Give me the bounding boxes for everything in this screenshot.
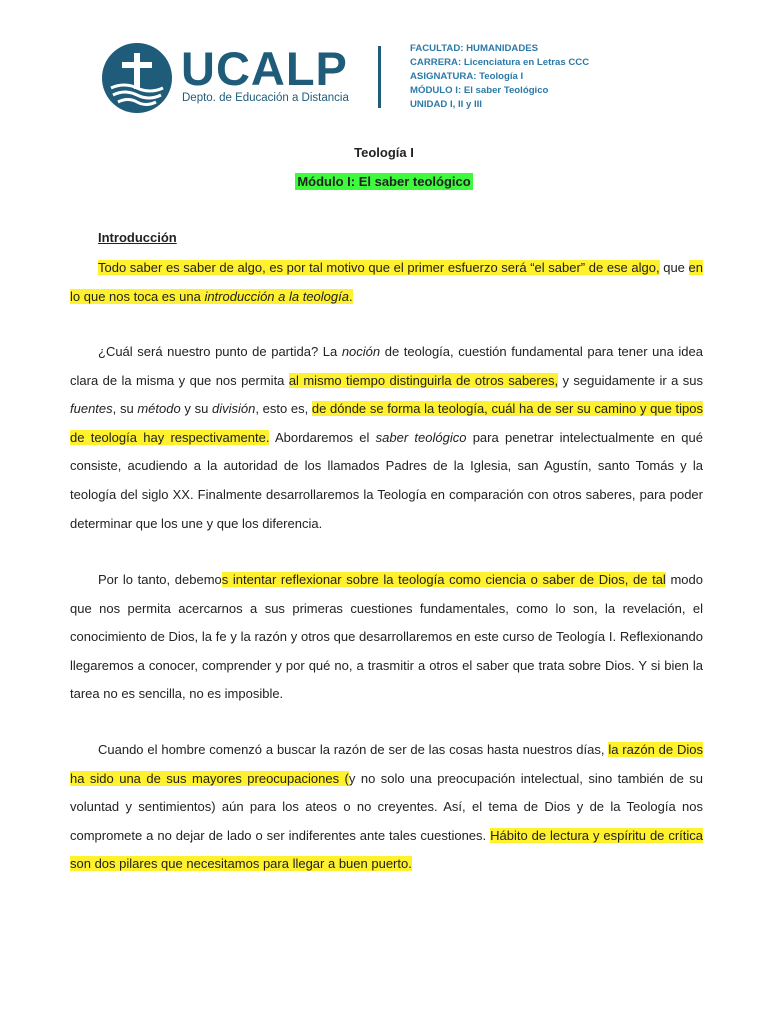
p1-highlight-a: Todo saber es saber de algo, es por tal motivo que el primer esfuerzo será “el saber” de ese algo, [98, 260, 660, 275]
p2-text-i: y su [180, 401, 212, 417]
p1-highlight-c: en lo que nos toca es una [70, 260, 703, 304]
p4-text-a: Cuando el hombre comenzó a buscar la razón de ser de las cosas hasta nuestros días, [98, 742, 609, 757]
ucalp-logo [101, 42, 351, 114]
p1-highlight-e: . [348, 288, 353, 304]
p2-text-o: para penetrar intelectualmente en qué consiste, acudiendo a la autoridad de los llamados Padres de la Iglesia, san Agustín, santo Tomás y la teología del siglo XX. Finalmente desarrollaremos la Teología en comparación con otros saberes, para poder determinar que los une y que los diferencia. [70, 429, 703, 531]
p2-text-k: , esto es, [255, 401, 312, 417]
logo-wordmark: UCALP [181, 42, 348, 95]
faculty-line: FACULTAD: HUMANIDADES [410, 43, 539, 54]
logo-subtitle: Depto. de Educación a Distancia [182, 92, 349, 104]
p2-highlight-d: al mismo tiempo distinguirla de otros saberes, [288, 372, 559, 388]
unit-line: UNIDAD I, II y III [410, 99, 482, 110]
p3-text-c: modo que nos permita acercarnos a sus primeras cuestiones fundamentales, como lo son, la revelación, el conocimiento de Dios, la fe y la razón y otros que desarrollaremos en este curso de Teología I. Reflexionando llegaremos a conocer, comprender y por qué no, a trasmitir a otros el saber que trata sobre Dios. Y si bien la tarea no es sencilla, no es imposible. [70, 572, 703, 702]
p4-highlight-d: Hábito de lectura y espíritu de crítica son dos pilares que necesitamos para llegar a buen puerto. [70, 827, 704, 872]
document-title: Teología I [354, 145, 414, 160]
p2-italic-b: noción [341, 344, 381, 359]
p2-text-m: Abordaremos el [269, 429, 376, 445]
p2-italic-f: fuentes [70, 401, 113, 417]
course-info [410, 42, 589, 112]
subject-line: ASIGNATURA: Teología I [410, 71, 524, 82]
section-heading: Introducción [98, 230, 177, 245]
p2-italic-j: división [211, 401, 256, 417]
paragraph-3 [70, 566, 703, 709]
paragraph-2 [70, 338, 703, 538]
p2-text-g: , su [112, 401, 138, 417]
p3-text-a: Por lo tanto, debemo [98, 572, 222, 587]
p2-text-c: de teología, cuestión fundamental para tener una idea clara de la misma y que nos permita [70, 344, 703, 388]
paragraph-1 [70, 254, 703, 311]
p1-italic-d: introducción a la teología [204, 288, 349, 304]
cross-emblem-icon [101, 42, 173, 114]
p2-text-e: y seguidamente ir a sus [558, 372, 703, 388]
header-divider [378, 46, 381, 108]
p2-italic-h: método [137, 401, 181, 417]
p4-text-c: y no solo una preocupación intelectual, sino también de su voluntad y sentimientos) aún para los ateos o no creyentes. Así, el tema de Dios y de la Teología nos compromete a no dejar de lado o ser indiferentes ante tales cuestiones. [70, 770, 704, 843]
p2-text-a: ¿Cuál será nuestro punto de partida? La [98, 344, 342, 359]
module-title [0, 174, 768, 189]
career-line: CARRERA: Licenciatura en Letras CCC [410, 57, 590, 68]
paragraph-4 [70, 736, 703, 879]
p3-highlight-b: s intentar reflexionar sobre la teología como ciencia o saber de Dios, de tal [221, 572, 666, 587]
module-line: MÓDULO I: El saber Teológico [410, 85, 549, 96]
p2-highlight-l: de dónde se forma la teología, cuál ha de ser su camino y que tipos de teología hay respectivamente. [70, 401, 703, 445]
module-title-highlight: Módulo I: El saber teológico [297, 174, 471, 189]
p1-text-b: que [659, 260, 689, 275]
p4-highlight-b: la razón de Dios ha sido una de sus mayores preocupaciones ( [70, 742, 703, 786]
p2-italic-n: saber teológico [375, 429, 467, 445]
